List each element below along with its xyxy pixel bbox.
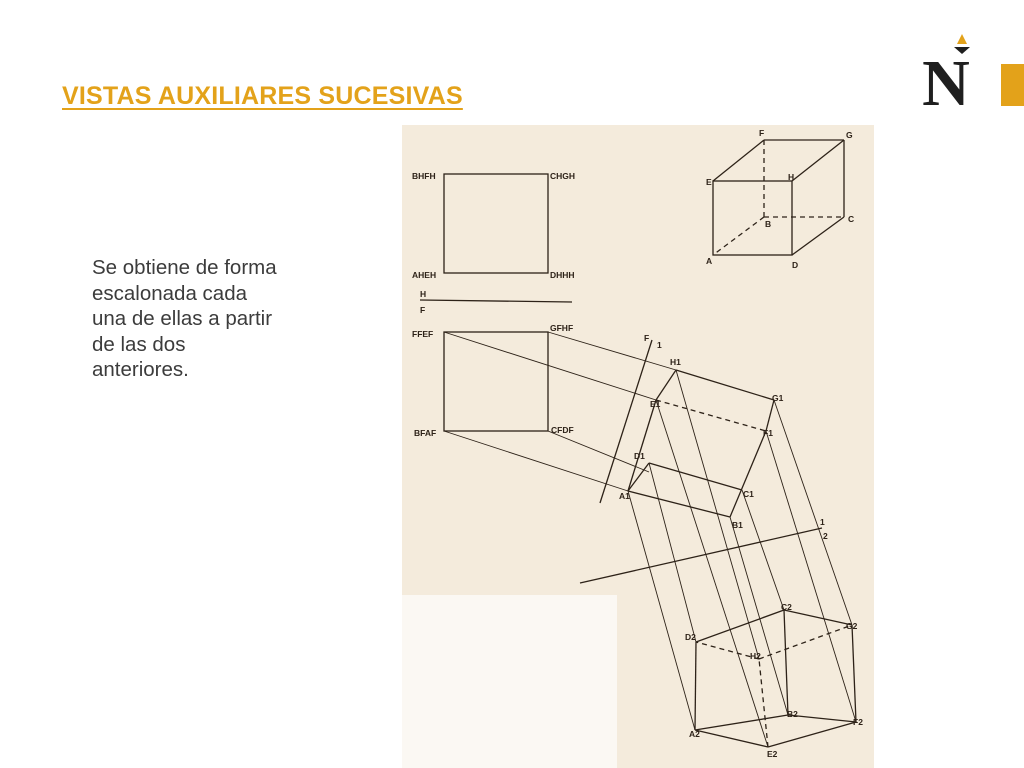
label-f2: F2: [853, 717, 863, 727]
body-line: anteriores.: [92, 358, 189, 381]
label-h2: H2: [750, 651, 761, 661]
label-fold-12-2: 2: [823, 531, 828, 541]
brand-logo-icon: [922, 30, 972, 110]
label-f1: F1: [763, 428, 773, 438]
body-line: escalonada cada: [92, 281, 248, 305]
label-ah-eh: AHEH: [412, 270, 437, 280]
label-iso-f: F: [759, 128, 765, 138]
label-iso-g: G: [846, 130, 853, 140]
auxiliary-views-drawing: [402, 125, 874, 768]
label-iso-b: B: [765, 219, 772, 229]
logo-letter: N: [922, 47, 970, 110]
body-line: Se obtiene de forma: [92, 256, 277, 279]
label-e1: E1: [650, 399, 661, 409]
label-fold-f1-f: F: [644, 333, 650, 343]
scan-background-faded: [402, 595, 617, 768]
label-e2: E2: [767, 749, 778, 759]
label-a2: A2: [689, 729, 700, 739]
label-ch-gh: CHGH: [550, 171, 576, 181]
label-d2: D2: [685, 632, 696, 642]
body-line: una de ellas a partir: [92, 307, 273, 330]
label-bf-af: BFAF: [414, 428, 437, 438]
label-iso-e: E: [706, 177, 712, 187]
label-d1: D1: [634, 451, 645, 461]
label-c1: C1: [743, 489, 754, 499]
label-ff-ef: FFEF: [412, 329, 434, 339]
label-h1: H1: [670, 357, 681, 367]
brand-accent-bar: [1001, 64, 1024, 106]
label-iso-h: H: [788, 172, 795, 182]
label-iso-d: D: [792, 260, 799, 270]
label-dh-hh: DHHH: [550, 270, 575, 280]
label-bh-fh: BHFH: [412, 171, 436, 181]
label-fold-12-1: 1: [820, 517, 825, 527]
label-a1: A1: [619, 491, 630, 501]
label-g1: G1: [772, 393, 784, 403]
label-b1: B1: [732, 520, 743, 530]
label-iso-c: C: [848, 214, 855, 224]
label-iso-a: A: [706, 256, 713, 266]
slide-title: VISTAS AUXILIARES SUCESIVAS: [62, 82, 463, 110]
label-gf-hf: GFHF: [550, 323, 574, 333]
label-c2: C2: [781, 602, 792, 612]
label-fold-f1-1: 1: [657, 340, 662, 350]
label-fold-f: F: [420, 305, 426, 315]
label-b2: B2: [787, 709, 798, 719]
label-g2: G2: [846, 621, 858, 631]
body-line: de las dos: [92, 332, 186, 356]
label-fold-h: H: [420, 289, 427, 299]
label-cf-df: CFDF: [551, 425, 574, 435]
slide-body-text: [92, 255, 347, 383]
